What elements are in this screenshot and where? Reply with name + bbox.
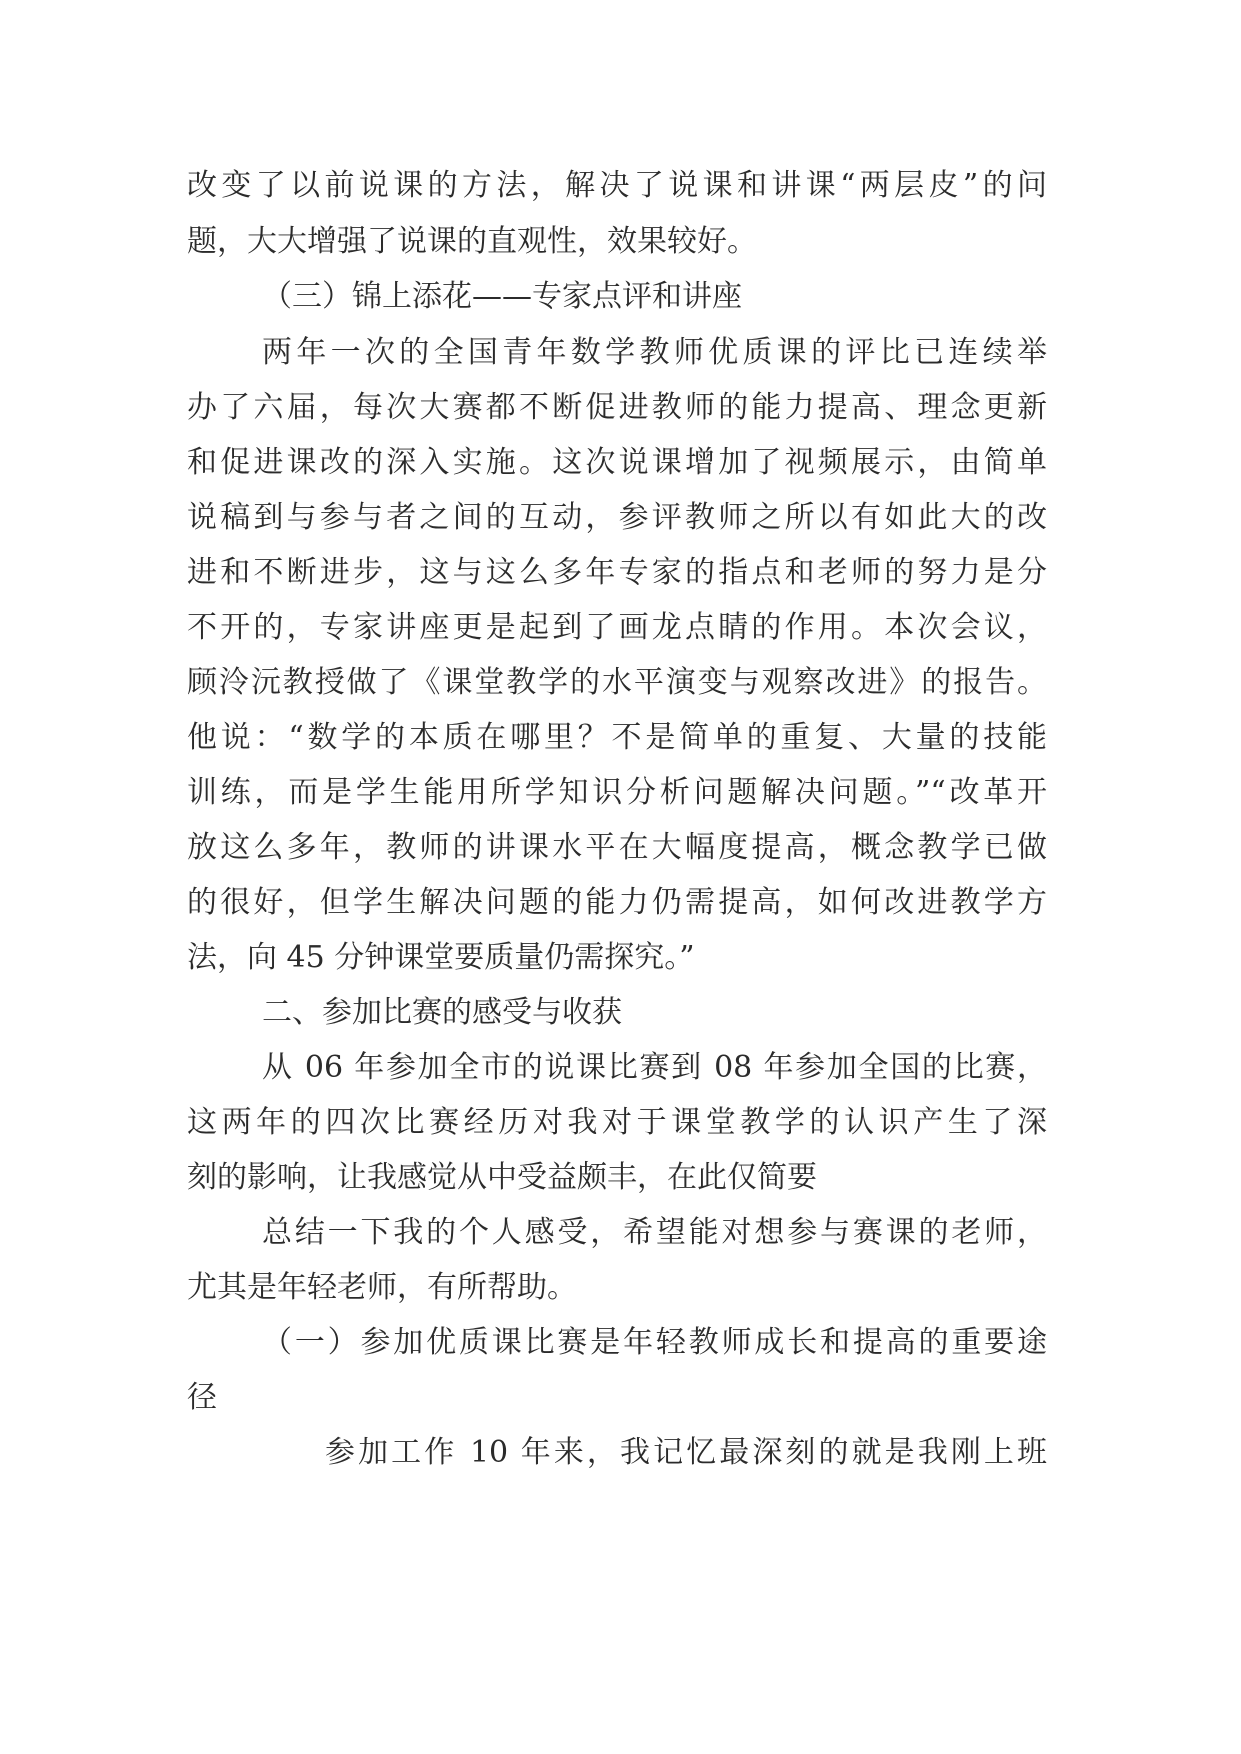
text-line: 总结一下我的个人感受，希望能对想参与赛课的老师， xyxy=(262,1215,1047,1250)
text-line: 尤其是年轻老师，有所帮助。 xyxy=(187,1270,577,1305)
text-line: 和促进课改的深入实施。这次说课增加了视频展示，由简单 xyxy=(187,445,1047,480)
text-line: 不开的，专家讲座更是起到了画龙点睛的作用。本次会议， xyxy=(187,610,1047,645)
text-line: 办了六届，每次大赛都不断促进教师的能力提高、理念更新 xyxy=(187,390,1047,425)
section-heading-continued: 径 xyxy=(187,1380,217,1415)
text-line: 的很好，但学生解决问题的能力仍需提高，如何改进教学方 xyxy=(187,885,1047,920)
text-line: 进和不断进步，这与这么多年专家的指点和老师的努力是分 xyxy=(187,555,1047,590)
text-line: 两年一次的全国青年数学教师优质课的评比已连续举 xyxy=(262,335,1047,370)
section-heading: （三）锦上添花——专家点评和讲座 xyxy=(262,279,742,314)
text-line: 刻的影响，让我感觉从中受益颇丰，在此仅简要 xyxy=(187,1160,817,1195)
text-line: 从 06 年参加全市的说课比赛到 08 年参加全国的比赛， xyxy=(262,1050,1047,1085)
section-heading: （一）参加优质课比赛是年轻教师成长和提高的重要途 xyxy=(262,1325,1047,1360)
text-line: 参加工作 10 年来，我记忆最深刻的就是我刚上班 xyxy=(325,1435,1047,1470)
text-line: 法，向 45 分钟课堂要质量仍需探究。” xyxy=(187,940,695,975)
text-line: 放这么多年，教师的讲课水平在大幅度提高，概念教学已做 xyxy=(187,830,1047,865)
text-line: 这两年的四次比赛经历对我对于课堂教学的认识产生了深 xyxy=(187,1105,1047,1140)
text-line: 题，大大增强了说课的直观性，效果较好。 xyxy=(187,224,757,259)
text-line: 他说：“数学的本质在哪里？不是简单的重复、大量的技能 xyxy=(187,720,1047,755)
section-heading: 二、参加比赛的感受与收获 xyxy=(262,995,622,1030)
text-line: 训练，而是学生能用所学知识分析问题解决问题。”“改革开 xyxy=(187,775,1047,810)
text-line: 顾泠沅教授做了《课堂教学的水平演变与观察改进》的报告。 xyxy=(187,665,1047,700)
text-line: 改变了以前说课的方法，解决了说课和讲课“两层皮”的问 xyxy=(187,168,1047,203)
text-line: 说稿到与参与者之间的互动，参评教师之所以有如此大的改 xyxy=(187,500,1047,535)
